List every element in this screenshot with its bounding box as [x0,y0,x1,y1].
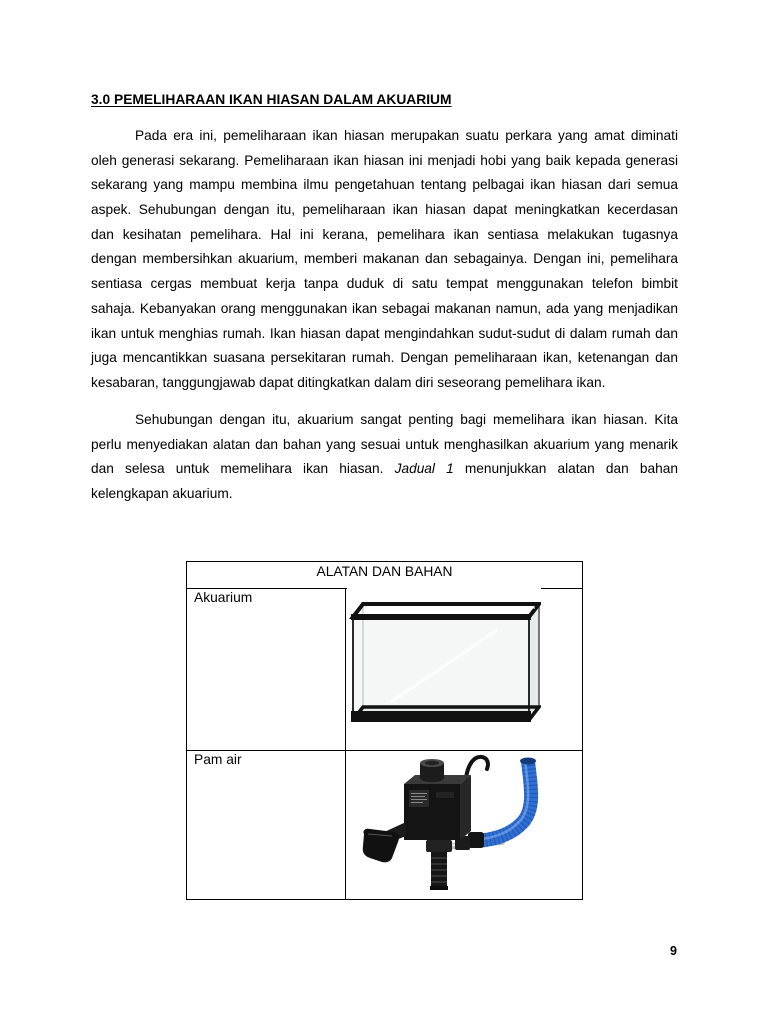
pump-label [409,790,429,807]
paragraph-line: oleh generasi sekarang. Pemeliharaan ikan hiasan ini menjadi hobi yang baik kepada generasi [91,152,678,168]
pump-hose-opening [520,758,536,765]
paragraph-text: dan selesa untuk memelihara ikan hiasan. [91,461,395,477]
table-reference-italic: Jadual 1 [394,461,454,477]
pump-hose-coupling [468,832,484,848]
paragraph-line: dan kesihatan pemelihara. Hal ini kerana, pemelihara ikan sentiasa melakukan tugasnya [91,226,678,242]
page-number: 9 [670,944,677,958]
paragraph-line: sekarang yang mampu membina ilmu pengetahuan tentang pelbagai ikan hiasan dari semua [91,177,678,193]
paragraph-line: kelengkapan akuarium. [91,486,233,502]
table-cell-label-aquarium: Akuarium [187,589,346,751]
pump-top-cylinder-base [420,774,444,782]
paragraph-2 [91,408,678,507]
pump-hose-tube [478,761,531,841]
aquarium-base-front [351,711,531,722]
table-cell-label-pump: Pam air [187,751,346,900]
paragraph-line: aspek. Sehubungan dengan itu, pemeliharaan ikan hiasan dapat meningkatkan kecerdasan [91,202,678,218]
aquarium-image [347,584,541,748]
paragraph-line: kesabaran, tanggungjawab dapat ditingkatkan dalam diri seseorang pemelihara ikan. [91,374,606,390]
paragraph-line: Sehubungan dengan itu, akuarium sangat penting bagi memelihara ikan hiasan. Kita [135,412,678,427]
pump-strainer-cap [430,886,448,890]
water-pump-image [352,752,540,894]
pump-body [404,759,471,840]
pump-vent [436,792,454,798]
aquarium-glass-side [529,604,539,720]
paragraph-line: Pada era ini, pemeliharaan ikan hiasan merupakan suatu perkara yang amat diminati [135,128,678,143]
pump-intake-strainer [430,852,448,890]
aquarium-top-rim-front [351,614,531,620]
paragraph-1 [91,124,678,396]
pump-power-cord [466,757,488,778]
paragraph-line [91,457,678,482]
table-header: ALATAN DAN BAHAN [187,562,583,589]
pump-label-line [411,793,427,794]
paragraph-text: menunjukkan alatan dan bahan [453,461,678,477]
paragraph-line: sentiasa cergas membuat kerja tanpa duduk di satu tempat menggunakan telefon bimbit [91,276,678,292]
pump-intake-collar [426,840,452,852]
section-heading: 3.0 PEMELIHARAAN IKAN HIASAN DALAM AKUARIUM [91,92,452,107]
paragraph-line: perlu menyediakan alatan dan bahan yang sesuai untuk menghasilkan akuarium yang menarik [91,436,678,452]
paragraph-line: dengan membersihkan akuarium, memberi makanan dan sebagainya. Dengan ini, pemelihara [91,251,678,267]
pump-hose [475,758,536,842]
paragraph-line: juga mencantikkan suasana persekitaran rumah. Dengan pemeliharaan ikan, ketenangan dan [91,350,678,366]
paragraph-line: sahaja. Kebanyakan orang menggunakan ikan sebagai makanan namun, ada yang menjadikan [91,300,678,316]
pump-top-cylinder-inner [425,761,439,765]
pump-label-line [411,799,427,800]
pump-label-line [411,802,423,803]
paragraph-line: ikan untuk menghias rumah. Ikan hiasan dapat mengindahkan sudut-sudut di dalam rumah dan [91,325,678,341]
pump-body-side [460,775,471,840]
pump-label-line [411,796,425,797]
